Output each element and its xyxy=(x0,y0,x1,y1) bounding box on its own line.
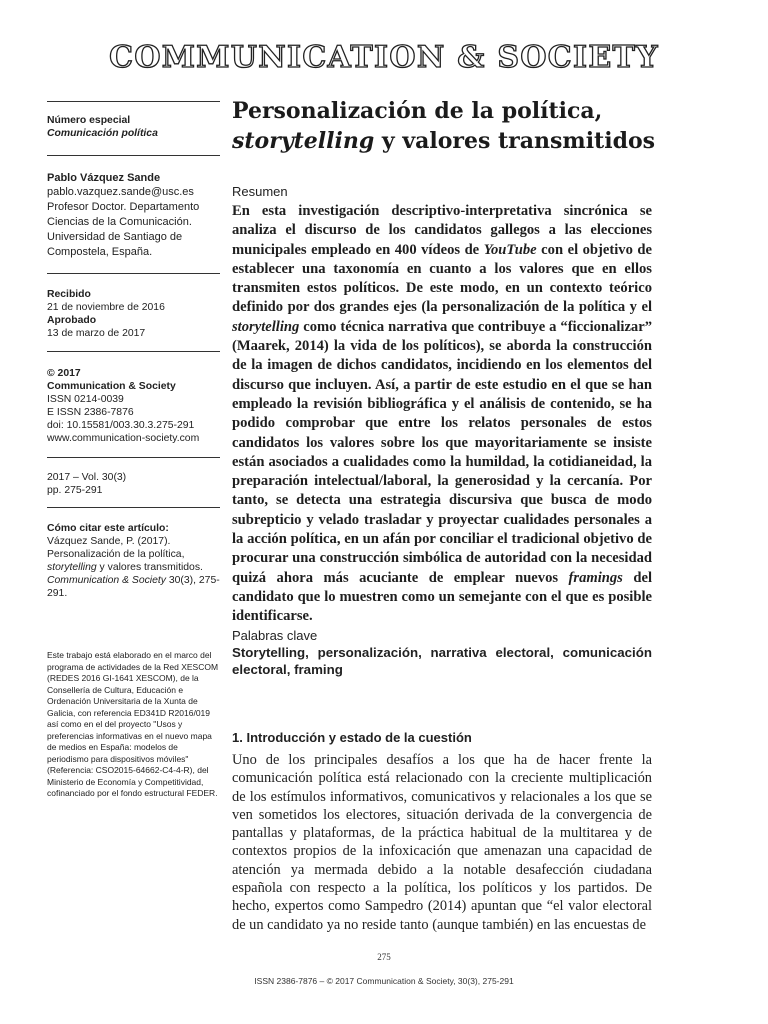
volume-block xyxy=(47,471,220,497)
funding-note: Este trabajo está elaborado en el marco del programa de actividades de la Red XESCOM (REDES 2016 GI-1641 XESCOM), de la Consellería de Cultura, Educación e Ordenación Universitaria de la Xunta de Galicia, con referencia ED341D R2016/019 así como en el del proyecto "Usos y preferencias informativas en el nuevo mapa de medios en España: modelos de periodismo para dispositivos móviles" (Referencia: CSO2015-64662-C4-4-R), del Ministerio de Economía y Competitividad, cofinanciado por el fondo estructural FEDER. xyxy=(47,650,219,798)
sidebar-divider xyxy=(47,155,220,156)
keywords-label: Palabras clave xyxy=(232,628,318,643)
website-link[interactable]: www.communication-society.com xyxy=(47,433,200,444)
copyright: © 2017 xyxy=(47,368,81,379)
abstract-label: Resumen xyxy=(232,184,288,199)
citation-block xyxy=(47,522,220,600)
author-email[interactable]: pablo.vazquez.sande@usc.es xyxy=(47,186,194,198)
sidebar-divider xyxy=(47,507,220,508)
sidebar-divider xyxy=(47,457,220,458)
received-date: 21 de noviembre de 2016 xyxy=(47,302,165,313)
journal-title: COMMUNICATION & SOCIETY xyxy=(109,40,659,75)
special-issue-block xyxy=(47,114,220,140)
author-name: Pablo Vázquez Sande xyxy=(47,172,161,184)
pages: pp. 275-291 xyxy=(47,485,103,496)
page-number: 275 xyxy=(377,952,391,962)
approved-date: 13 de marzo de 2017 xyxy=(47,328,146,339)
abstract-text: En esta investigación descriptivo-interpretativa sincrónica se analiza el discurso de los candidatos gallegos a las elecciones municipales empleado en 400 vídeos de YouTube con el objetivo de establecer una taxonomía en cuanto a los valores que en ellos transmiten estos políticos. De este modo, en un contexto teórico definido por dos grandes ejes (la personalización de la política y el storytelling como técnica narrativa que contribuye a “ficcionalizar” (Maarek, 2014) la vida de los políticos), se aborda la construcción de la imagen de dichos candidatos, incidiendo en los elementos del discurso que incluyen. Así, a partir de este estudio en el que se han empleado la revisión bibliográfica y el análisis de contenido, se ha podido comprobar que entre los relatos personales de estos candidatos los valores sobre los que mayoritariamente se insiste están asociados a cualidades como la humildad, la cotidianeidad, la preparación intelectual/laboral, la generosidad y la cercanía. Por tanto, se detecta una estrategia discursiva que busca de modo subrepticio y velado trasladar y proyectar cualidades personales a la acción política, en un afán por conciliar el tradicional objetivo de procurar una construcción simbólica de autoridad con la necesidad quizá ahora más acuciante de emplear nuevos framings del candidato que lo muestren como un semejante con el que es posible identificarse. xyxy=(232,203,653,625)
dates-block xyxy=(47,288,220,340)
keywords: Storytelling, personalización, narrativa electoral, comunicación electoral, framing xyxy=(232,645,652,677)
body-paragraph: Uno de los principales desafíos a los que ha de hacer frente la comunicación política está relacionado con la creciente multiplicación de los estímulos informativos, comunicativos y relacionales a los que se ven sometidos los electores, situación derivada de la convergencia de pantallas y plataformas, de la práctica habitual de la multitarea y de contextos propios de la infoxicación que amenazan una capacidad de atención ya mermada debido a la notable desafección ciudadana española con respecto a la política, los políticos y los partidos. De hecho, expertos como Sampedro (2014) apuntan que “el valor electoral de un candidato ya no reside tanto (aunque también) en las encuestas de xyxy=(232,752,652,933)
section-heading: 1. Introducción y estado de la cuestión xyxy=(232,730,472,745)
received-label: Recibido xyxy=(47,289,91,300)
sidebar-divider xyxy=(47,351,220,352)
publication-block xyxy=(47,367,220,445)
special-issue-label: Número especial xyxy=(47,115,131,126)
issn: ISSN 0214-0039 xyxy=(47,394,124,405)
cite-label: Cómo citar este artículo: xyxy=(47,523,169,534)
cite-text: Vázquez Sande, P. (2017). Personalización de la política, storytelling y valores transmitidos. Communication & Society 30(3), 275-291. xyxy=(47,536,220,599)
approved-label: Aprobado xyxy=(47,315,97,326)
sidebar-divider xyxy=(47,273,220,274)
article-title: Personalización de la política, storytelling y valores transmitidos xyxy=(232,98,656,154)
eissn: E ISSN 2386-7876 xyxy=(47,407,134,418)
publisher: Communication & Society xyxy=(47,381,176,392)
footer-citation: ISSN 2386-7876 – © 2017 Communication & Society, 30(3), 275-291 xyxy=(254,976,514,986)
doi-link[interactable]: doi: 10.15581/003.30.3.275-291 xyxy=(47,420,195,431)
author-block xyxy=(47,172,220,260)
special-issue-topic: Comunicación política xyxy=(47,128,158,139)
author-affiliation: Profesor Doctor. Departamento Ciencias de la Comunicación. Universidad de Santiago de Compostela, España. xyxy=(47,201,200,258)
sidebar-divider xyxy=(47,101,220,102)
volume: 2017 – Vol. 30(3) xyxy=(47,472,127,483)
